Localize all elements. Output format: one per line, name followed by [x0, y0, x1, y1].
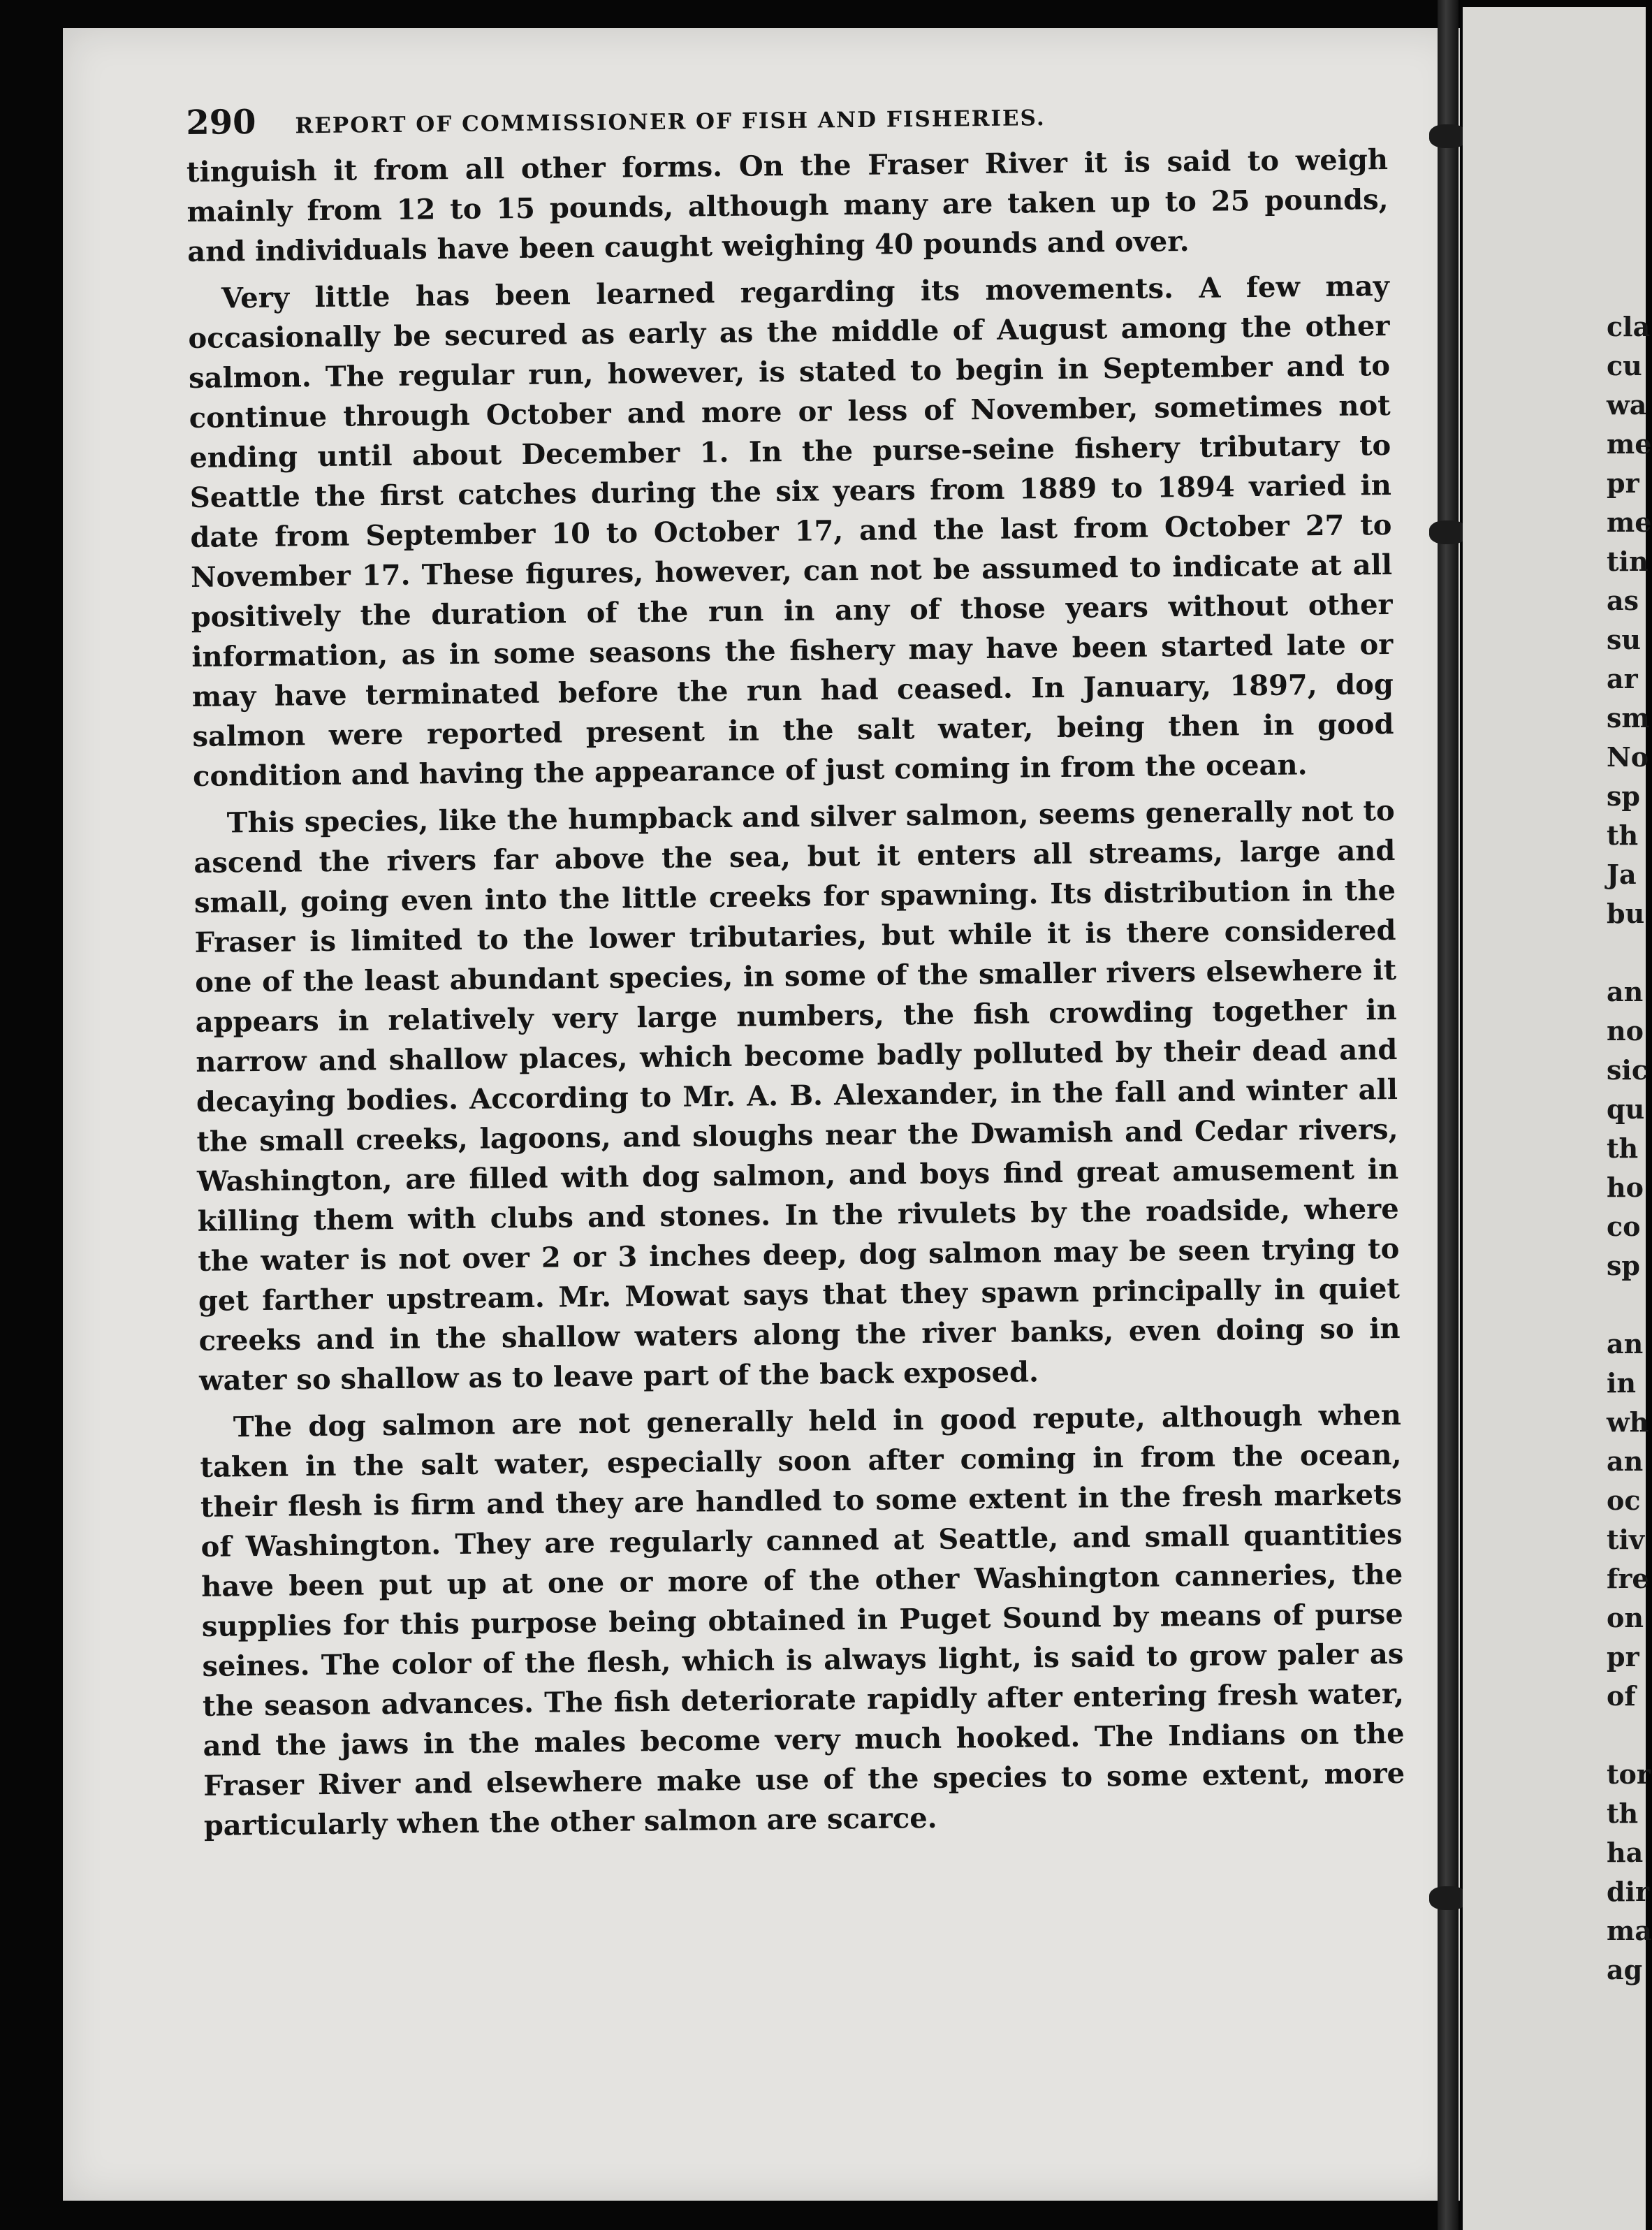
facing-page-line: th — [1607, 819, 1639, 851]
facing-page-line: ho — [1607, 1172, 1644, 1203]
facing-page-line: as — [1607, 585, 1639, 616]
facing-page-line: cla — [1607, 311, 1651, 342]
facing-page-line: dir — [1607, 1876, 1650, 1907]
facing-page-line: fre — [1607, 1563, 1649, 1594]
binding-stitch — [1429, 1886, 1467, 1910]
facing-page-line: sic — [1607, 1054, 1648, 1086]
facing-page-line: sp — [1607, 1250, 1640, 1281]
facing-page-gap — [1607, 1285, 1646, 1325]
facing-page-line: su — [1607, 624, 1642, 655]
facing-page-line: ag — [1607, 1954, 1643, 1985]
facing-page-line: th — [1607, 1132, 1639, 1164]
facing-page-line: on — [1607, 1602, 1644, 1633]
facing-page-line: co — [1607, 1211, 1641, 1242]
facing-page-fragments — [1607, 307, 1652, 1990]
facing-page-line: cu — [1607, 350, 1642, 381]
facing-page-line: tiv — [1607, 1524, 1645, 1555]
facing-page-line: in — [1607, 1367, 1637, 1399]
facing-page-line: pr — [1607, 467, 1639, 499]
paragraph-continuation: tinguish it from all other forms. On the Fraser River it is said to weigh mainly from 12 to 15 pounds, although many are taken up to 25 pounds, and individuals have been caught weighing 40 pounds and over. — [186, 143, 1389, 268]
page-number: 290 — [186, 102, 256, 143]
facing-page-line: ma — [1607, 1915, 1652, 1946]
facing-page-line: me — [1607, 507, 1652, 538]
running-title: REPORT OF COMMISSIONER OF FISH AND FISHERIES. — [295, 105, 1046, 139]
paragraph-movements: Very little has been learned regarding its movements. A few may occasionally be secured as early as the middle of August among the other salmon. The regular run, however, is stated to begin in September and to continue through October and more or less of November, sometimes not ending until about December 1. In the purse-seine fishery tributary to Seattle the first catches during the six years from 1889 to 1894 varied in date from September 10 to October 17, and the last from October 27 to November 17. These figures, however, can not be assumed to indicate at all positively the duration of the run in any of those years without other information, as in some seasons the fishery may have been started late or may have terminated before the run had ceased. In January, 1897, dog salmon were reported present in the salt water, being then in good condition and having the appearance of just coming in from the ocean. — [188, 269, 1394, 793]
facing-page-line: sm — [1607, 702, 1650, 734]
facing-page-line: of — [1607, 1680, 1636, 1712]
facing-page-gap — [1607, 1716, 1646, 1755]
facing-page-line: an — [1607, 1328, 1644, 1360]
facing-page-line: me — [1607, 428, 1652, 460]
binding-stitch — [1429, 520, 1467, 544]
binding-stitch — [1429, 124, 1467, 148]
facing-page-line: tin — [1607, 546, 1649, 577]
facing-page-line: an — [1607, 976, 1644, 1007]
facing-page-line: ha — [1607, 1837, 1644, 1868]
facing-page-line: an — [1607, 1445, 1644, 1477]
facing-page-line: ar — [1607, 663, 1638, 694]
facing-page-line: oc — [1607, 1485, 1641, 1516]
facing-page-line: wh — [1607, 1406, 1649, 1438]
facing-page-line: sp — [1607, 780, 1640, 812]
facing-page-line: th — [1607, 1798, 1639, 1829]
facing-page-line: no — [1607, 1015, 1644, 1047]
paragraph-distribution: This species, like the humpback and silver salmon, seems generally not to ascend the rivers far above the sea, but it enters all streams, large and small, going even into the little creeks for spawning. Its distribution in the Fraser is limited to the lower tributaries, but while it is there considered one of the least abundant species, in some of the smaller rivers elsewhere it appears in relatively very large numbers, the fish crowding together in narrow and shallow places, which become badly polluted by their dead and decaying bodies. According to Mr. A. B. Alexander, in the fall and winter all the small creeks, lagoons, and sloughs near the Dwamish and Cedar rivers, Washington, are filled with dog salmon, and boys find great amusement in killing them with clubs and stones. In the rivulets by the roadside, where the water is not over 2 or 3 inches deep, dog salmon may be seen trying to get farther upstream. Mr. Mowat says that they spawn principally in quiet creeks and in the shallow waters along the river banks, even doing so in water so shallow as to leave part of the back exposed. — [193, 794, 1401, 1397]
facing-page-line: bu — [1607, 898, 1645, 929]
facing-page-line: tor — [1607, 1758, 1651, 1790]
facing-page-line: pr — [1607, 1641, 1639, 1672]
page-content — [186, 91, 1405, 1846]
facing-page-line: wa — [1607, 389, 1647, 421]
paragraph-repute: The dog salmon are not generally held in good repute, although when taken in the salt water, especially soon after coming in from the ocean, their flesh is firm and they are handled to some extent in the fresh markets of Washington. They are regularly canned at Seattle, and small quantities have been put up at one or more of the other Washington canneries, the supplies for this purpose being obtained in Puget Sound by means of purse seines. The color of the flesh, which is always light, is said to grow paler as the season advances. The fish deteriorate rapidly after entering fresh water, and the jaws in the males become very much hooked. The Indians on the Fraser River and elsewhere make use of the species to some extent, more particularly when the other salmon are scarce. — [200, 1398, 1405, 1842]
facing-page-gap — [1607, 933, 1646, 972]
facing-page-line: Ja — [1607, 859, 1637, 890]
facing-page-line: No — [1607, 741, 1649, 773]
body-text — [187, 140, 1405, 1846]
facing-page-line: qu — [1607, 1093, 1645, 1125]
